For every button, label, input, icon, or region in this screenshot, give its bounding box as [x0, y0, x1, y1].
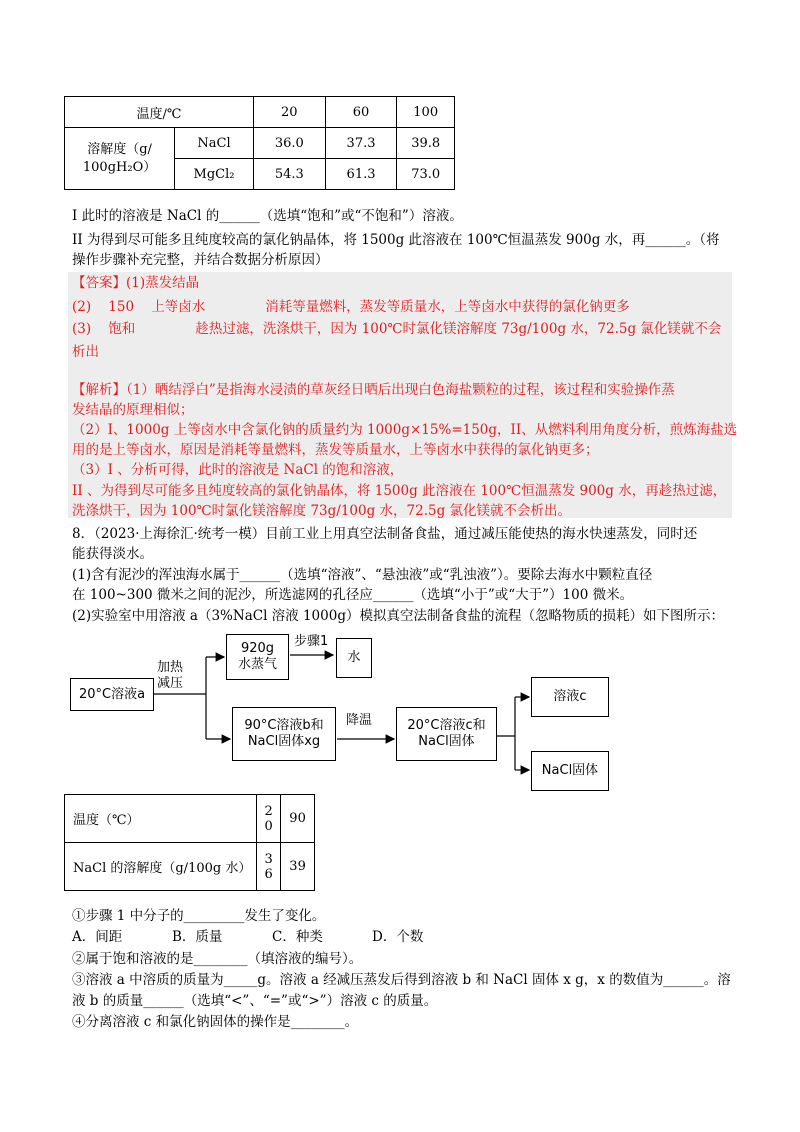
analysis-line-1a: 【解析】（1）晒结浮白”是指海水浸渍的草灰经日晒后出现白色海盐颗粒的过程，该过程和实验操作蒸 [72, 382, 675, 398]
subq-3b: 液 b 的质量______（选填“<”、“=”或“>”）溶液 c 的质量。 [72, 993, 438, 1009]
q8-part1-b: 在 100~300 微米之间的泥沙，所选滤网的孔径应______（选填“小于”或“大于”）100 微米。 [72, 587, 634, 603]
vapor-line1: 920g [240, 641, 275, 656]
q8-part2: (2)实验室中用溶液 a（3%NaCl 溶液 1000g）模拟真空法制备食盐的流程（忽略物质的损耗）如下图所示： [72, 608, 724, 624]
table-cell-nacl: NaCl [175, 128, 254, 159]
option-a: A．间距 [72, 929, 123, 945]
t2-r1-d1: 2 [264, 803, 273, 819]
table-cell: 39.8 [397, 128, 455, 159]
q8-part1-a: (1)含有泥沙的浑浊海水属于______（选填“溶液”、“悬浊液”或“乳浊液”）。要除去海水中颗粒直径 [72, 567, 653, 583]
analysis-line-2a: （2）I、1000g 上等卤水中含氯化钠的质量约为 1000g×15%=150g，II、从燃料利用角度分析，煎炼海盐选 [72, 422, 738, 438]
q8-intro-b: 能获得淡水。 [72, 546, 153, 562]
table-cell: 61.3 [325, 159, 397, 190]
table-header-20: 20 [253, 97, 325, 128]
table-cell: 73.0 [397, 159, 455, 190]
mid2-line1: 20°C溶液c和 [407, 718, 486, 733]
row-label-line2: 100gH₂O） [82, 159, 157, 175]
t2-r2-d1: 3 [264, 851, 273, 867]
q7-line-i: I 此时的溶液是 NaCl 的______（选填“饱和”或“不饱和”）溶液。 [72, 208, 463, 224]
t2-row2-v1 [257, 843, 281, 891]
flow-box-solution-b [232, 707, 336, 761]
q7-line-ii-a: II 为得到尽可能多且纯度较高的氯化钠晶体，将 1500g 此溶液在 100℃恒温蒸发 900g 水，再______。（将 [72, 232, 720, 248]
flow-label-step1: 步骤1 [294, 634, 329, 649]
mid-line2: NaCl固体xg [247, 734, 321, 749]
option-c: C．种类 [272, 929, 323, 945]
answer-line-2: (2) 150 上等卤水 消耗等量燃料，蒸发等质量水，上等卤水中获得的氯化钠更多 [72, 299, 630, 315]
flow-box-water: 水 [336, 638, 372, 678]
t2-row1-v2: 90 [281, 795, 315, 843]
flow-label-heat-2: 减压 [157, 676, 184, 691]
subq-4: ④分离溶液 c 和氯化钠固体的操作是________。 [72, 1014, 359, 1030]
subq-3a: ③溶液 a 中溶质的质量为_____g。溶液 a 经减压蒸发后得到溶液 b 和 NaCl 固体 x g，x 的数值为______。溶 [72, 972, 731, 988]
flow-box-out-solid: NaCl固体 [531, 751, 609, 791]
table-header-60: 60 [325, 97, 397, 128]
q7-line-ii-b: 操作步骤补充完整，并结合数据分析原因） [72, 252, 329, 268]
flow-box-out-solution: 溶液c [531, 677, 609, 717]
analysis-line-3: （3）I 、分析可得，此时的溶液是 NaCl 的饱和溶液， [72, 462, 404, 478]
vapor-line2: 水蒸气 [237, 657, 277, 672]
option-b: B．质量 [172, 929, 223, 945]
analysis-line-4a: II 、为得到尽可能多且纯度较高的氯化钠晶体，将 1500g 此溶液在 100℃恒温蒸发 900g 水，再趁热过滤， [72, 483, 727, 499]
t2-row2-v2: 39 [281, 843, 315, 891]
subq-2: ②属于饱和溶液的是________（填溶液的编号）。 [72, 951, 363, 967]
flow-box-vapor [226, 634, 289, 680]
flow-label-cool: 降温 [346, 713, 373, 728]
table-header-100: 100 [397, 97, 455, 128]
flow-box-solution-c [396, 707, 497, 761]
mid-line1: 90°C溶液b和 [244, 718, 324, 733]
answer-line-3: (3) 饱和 趁热过滤，洗涤烘干，因为 100℃时氯化镁溶解度 73g/100g 水，72.5g 氯化镁就不会 [72, 321, 722, 337]
analysis-line-1b: 发结晶的原理相似； [72, 402, 194, 418]
row-label-line1: 溶解度（g/ [87, 141, 152, 157]
analysis-line-2b: 用的是上等卤水，原因是消耗等量燃料，蒸发等质量水，上等卤水中获得的氯化钠更多； [72, 442, 599, 458]
table-cell-mgcl2: MgCl₂ [175, 159, 254, 190]
answer-line-1: 【答案】(1)蒸发结晶 [72, 275, 200, 291]
table-cell: 54.3 [253, 159, 325, 190]
flow-label-heat [157, 660, 197, 692]
flow-label-heat-1: 加热 [157, 660, 184, 675]
nacl-solubility-table [64, 794, 315, 891]
t2-row1-label: 温度（℃） [65, 795, 257, 843]
table-cell: 36.0 [253, 128, 325, 159]
subq-1: ①步骤 1 中分子的_________发生了变化。 [72, 908, 326, 924]
t2-row2-label: NaCl 的溶解度（g/100g 水） [65, 843, 257, 891]
mid2-line2: NaCl固体 [418, 734, 475, 749]
q8-intro-a: 8．（2023·上海徐汇·统考一模）目前工业上用真空法制备食盐，通过减压能使热的海水快速蒸发，同时还 [72, 526, 698, 542]
table-cell: 37.3 [325, 128, 397, 159]
t2-r2-d2: 6 [264, 866, 273, 882]
analysis-line-4b: 洗涤烘干，因为 100℃时氯化镁溶解度 73g/100g 水，72.5g 氯化镁就不会析出。 [72, 503, 572, 519]
answer-line-4: 析出 [72, 344, 99, 360]
t2-r1-d2: 0 [264, 818, 273, 834]
t2-row1-v1 [257, 795, 281, 843]
table-header-temp: 温度/℃ [65, 97, 254, 128]
flow-box-solution-a: 20°C溶液a [70, 678, 154, 711]
option-d: D．个数 [372, 929, 424, 945]
